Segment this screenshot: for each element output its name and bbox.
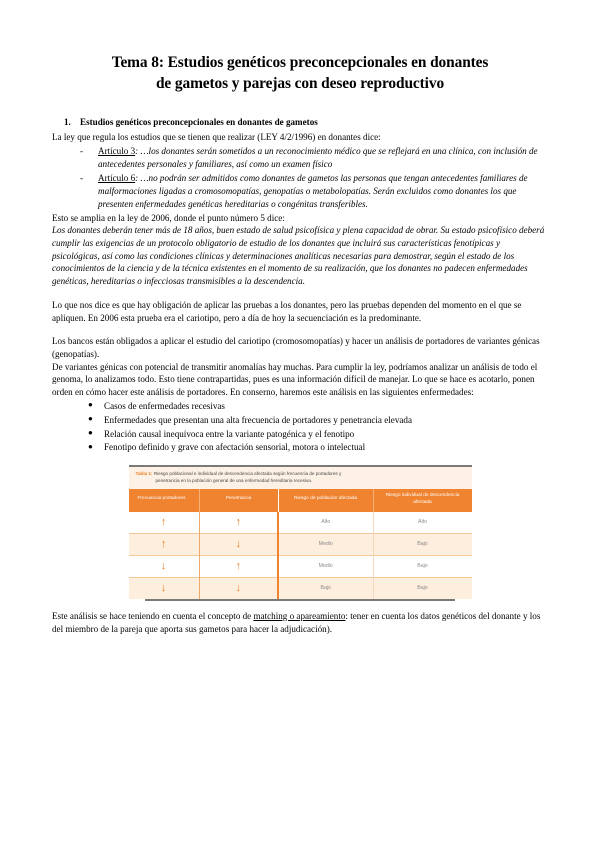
table-caption-line-2: penetrancia en la población general de una enfermedad hereditaria recesiva. — [155, 478, 313, 484]
bullet-dot-icon: ● — [88, 428, 93, 438]
article-3-text: …los donantes serán sometidos a un reconocimiento médico que se reflejará en una clínica, con inclusión de antecedentes personales y familiares, así como un examen físico — [98, 146, 538, 169]
cell-riesgo-individual-2: Bajo — [373, 533, 472, 555]
article-6-separator: : — [135, 172, 141, 183]
column-header-penetrancia: Penetrancia — [199, 489, 278, 512]
arrow-up-icon — [161, 516, 167, 528]
table-row — [129, 577, 472, 599]
closing-text-after: : tener en cuenta los datos genéticos del donante y los del miembro de la pareja que aporta sus gametos para hacer la adjudicación). — [52, 610, 541, 634]
closing-paragraph — [52, 610, 548, 635]
matching-concept-term: matching o apareamiento — [253, 610, 346, 621]
column-header-frecuencia-portadores: Frecuencia portadores — [129, 489, 200, 512]
article-6-text: …no podrán ser admitidos como donantes de gametos las personas que tengan antecedentes familiares de malformaciones ligadas a cromosomopatías, genopatías o metabolopatías. Serán excluidos como donantes los que presenten enfermedades genéticas hereditarias o congénitas transferibles. — [98, 172, 528, 209]
bullet-dot-icon: ● — [88, 414, 93, 424]
arrow-down-icon — [236, 582, 242, 594]
section-number: 1. — [64, 116, 71, 127]
table-row — [129, 555, 472, 577]
cell-riesgo-individual-4: Bajo — [373, 577, 472, 599]
bullet-dot-icon: ● — [88, 400, 93, 410]
cell-penetrancia-3 — [199, 555, 278, 577]
list-item-disease-4 — [88, 441, 548, 455]
article-6-label: Artículo 6 — [98, 172, 136, 183]
cell-frecuencia-2 — [129, 533, 200, 555]
table-caption-line-1: Riesgo poblacional e individual de descendencia afectada según frecuencia de portadores y — [153, 471, 342, 477]
section-heading-text: Estudios genéticos preconcepcionales en donantes de gametos — [80, 116, 318, 127]
page-title-line-2: de gametos y parejas con deseo reproductivo — [155, 75, 445, 93]
paragraph-obligation: Lo que nos dice es que hay obligación de aplicar las pruebas a los donantes, pero las pruebas dependen del momento en el que se apliquen. En 2006 esta prueba era el cariotipo, pero a día de hoy la secuenciación es la predominante. — [52, 299, 522, 323]
column-header-riesgo-poblacion: Riesgo de población afectada — [278, 489, 373, 512]
disease-4-text: Fenotipo definido y grave con afectación sensorial, motora o intelectual — [104, 442, 366, 453]
cell-riesgo-individual-1: Alto — [373, 512, 472, 534]
risk-table — [129, 465, 472, 599]
cell-riesgo-poblacion-2: Medio — [278, 533, 373, 555]
diseases-list — [52, 400, 548, 455]
arrow-down-icon — [161, 560, 167, 572]
disease-1-text: Casos de enfermedades recesivas — [104, 400, 225, 411]
arrow-down-icon — [236, 538, 242, 550]
articles-list — [52, 145, 548, 211]
article-3-separator: : — [135, 146, 141, 157]
disease-3-text: Relación causal inequívoca entre la variante patogénica y el fenotipo — [104, 428, 355, 439]
cell-riesgo-individual-3: Bajo — [373, 555, 472, 577]
arrow-up-icon — [236, 516, 242, 528]
table-caption — [129, 465, 472, 489]
table-caption-body — [129, 467, 472, 489]
cell-penetrancia-2 — [199, 533, 278, 555]
cell-penetrancia-4 — [199, 577, 278, 599]
list-item-disease-1 — [88, 400, 548, 414]
cell-riesgo-poblacion-3: Medio — [278, 555, 373, 577]
bullet-dot-icon: ● — [88, 441, 93, 451]
dash-bullet-icon: - — [80, 172, 84, 183]
dash-bullet-icon: - — [80, 146, 84, 157]
paragraph-variants: De variantes génicas con potencial de transmitir anomalías hay muchas. Para cumplir la ley, podríamos analizar un análisis de todo el genoma, lo analizamos todo. Esto tiene contrapartidas, pues es una información difícil de manejar. Lo que se hace es acotarlo, ponen orden en cómo hacer este análisis de portadores. En conserno, haremos este análisis en las siguientes enfermedades: — [52, 361, 538, 398]
table-head — [129, 489, 472, 512]
table-header-row — [129, 489, 472, 512]
table-row — [129, 533, 472, 555]
closing-text-before: Este análisis se hace teniendo en cuenta el concepto de — [52, 610, 254, 621]
cell-frecuencia-3 — [129, 555, 200, 577]
intro-paragraph: La ley que regula los estudios que se tienen que realizar (LEY 4/2/1996) en donantes dice: — [52, 132, 381, 143]
figure-bottom-rule — [145, 599, 455, 601]
page-title-line-1: Tema 8: Estudios genéticos preconcepcionales en donantes — [111, 54, 489, 71]
list-item-article-6 — [80, 172, 548, 211]
table-body — [129, 512, 472, 599]
list-item-disease-3 — [88, 428, 548, 442]
disease-2-text: Enfermedades que presentan una alta frecuencia de portadores y penetrancia elevada — [104, 414, 413, 425]
law-2006-quote: Los donantes deberán tener más de 18 años, buen estado de salud psicofísica y plena capacidad de obrar. Su estado psicofísico deberá cumplir las exigencias de un protocolo obligatorio de estudio de los donantes que incluirá sus características fenotípicas y psicológicas, así como las condiciones clínicas y determinaciones analíticas necesarias para demostrar, según el estado de los conocimientos de la ciencia y de la técnica existentes en el momento de su realización, que los donantes no padecen enfermedades genéticas, hereditarias o infecciosas transmisibles a la descendencia. — [52, 225, 545, 287]
section-heading-1 — [52, 117, 548, 129]
cell-frecuencia-1 — [129, 512, 200, 534]
table-row — [129, 512, 472, 534]
paragraph-banks: Los bancos están obligados a aplicar el estudio del cariotipo (cromosomopatías) y hacer un análisis de portadores de variantes génicas (genopatías). — [52, 336, 540, 360]
cell-riesgo-poblacion-1: Alto — [278, 512, 373, 534]
cell-penetrancia-1 — [199, 512, 278, 534]
arrow-up-icon — [161, 538, 167, 550]
list-item-disease-2 — [88, 414, 548, 428]
arrow-up-icon — [236, 560, 242, 572]
figure-table-1 — [52, 465, 548, 599]
list-item-article-3 — [80, 145, 548, 171]
table-label: Tabla 1: — [135, 471, 153, 477]
column-header-riesgo-individual: Riesgo individual de descendencia afectada — [373, 489, 472, 512]
cell-riesgo-poblacion-4: Bajo — [278, 577, 373, 599]
cell-frecuencia-4 — [129, 577, 200, 599]
article-3-label: Artículo 3 — [98, 146, 136, 157]
page-title — [52, 52, 548, 95]
arrow-down-icon — [161, 582, 167, 594]
law-2006-intro: Esto se amplia en la ley de 2006, donde el punto número 5 dice: — [52, 212, 285, 223]
